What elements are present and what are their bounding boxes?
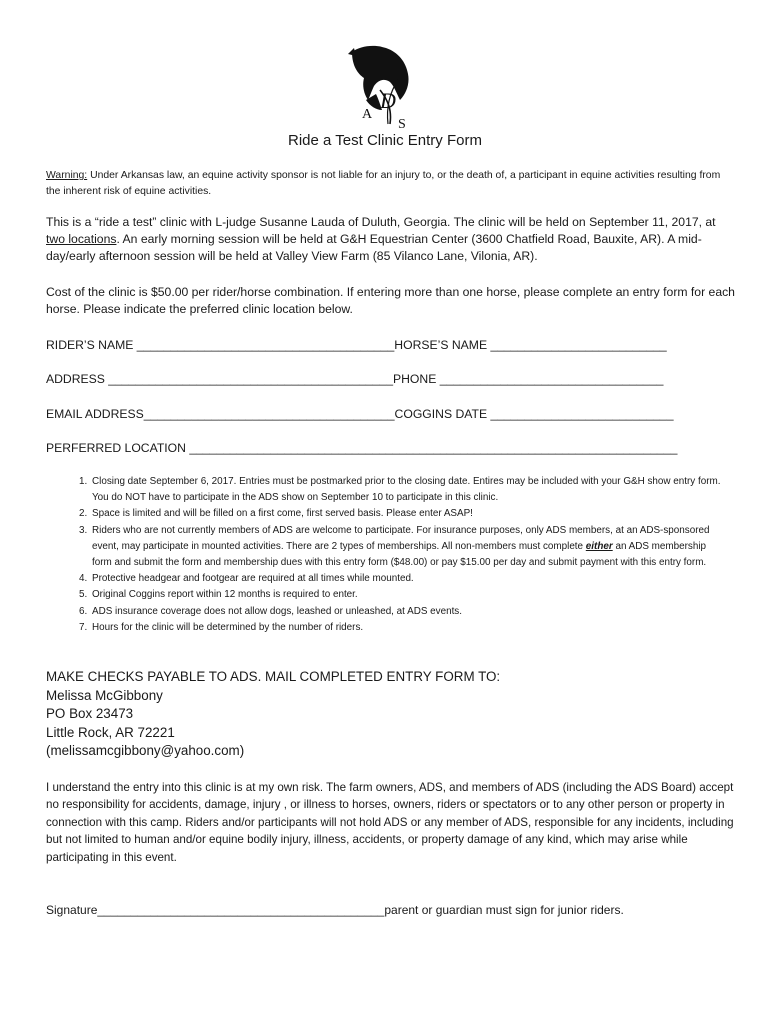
logo-letter-a: A	[362, 107, 373, 122]
rule-item: 4. Protective headgear and footgear are required at all times while mounted.	[90, 571, 722, 587]
horse-head-logo-icon	[340, 44, 424, 130]
liability-agreement: I understand the entry into this clinic is at my own risk. The farm owners, ADS, and members of ADS (including the ADS Board) accept no responsibility for accidents, damage, injury , or illness to horses, owners, riders or spectators or to any other person or property in connection with this camp. Riders and/or participants will not hold ADS or any member of ADS, responsible for any incidents, including but not limited to human and/or equine bodily injury, illness, accidents, or property damage of any kind, which may arise while participating in this event.	[46, 781, 734, 864]
two-locations-text: two locations	[46, 232, 117, 246]
rule-item: 5. Original Coggins report within 12 months is required to enter.	[90, 587, 722, 603]
warning-text: Under Arkansas law, an equine activity sponsor is not liable for an injury to, or the death of, a participant in equine activities resulting from the inherent risk of equine activities.	[46, 170, 721, 197]
rules-list	[46, 474, 722, 636]
rule-3-text-b: an ADS membership form and submit the form and membership dues with this entry form ($48.00) or pay $15.00 per day and submit payment with this entry form.	[92, 540, 707, 569]
warning-notice	[46, 168, 726, 200]
cost-paragraph: Cost of the clinic is $50.00 per rider/horse combination. If entering more than one horse, please complete an entry form for each horse. Please indicate the preferred clinic location below.	[46, 285, 735, 316]
logo-letter-s: S	[398, 117, 406, 130]
logo-letter-d: D	[380, 88, 396, 113]
form-title: Ride a Test Clinic Entry Form	[288, 132, 482, 149]
mail-heading: MAKE CHECKS PAYABLE TO ADS. MAIL COMPLETED ENTRY FORM TO:	[46, 669, 501, 684]
warning-label: Warning:	[46, 170, 88, 181]
rule-item: 2. Space is limited and will be filled on a first come, first served basis. Please enter ASAP!	[90, 506, 722, 522]
signature-field[interactable]: Signature___________________________________________parent or guardian must sign for junior riders.	[46, 903, 624, 917]
rule-3-text-a: Riders who are not currently members of ADS are welcome to participate. For insurance purposes, only ADS members, at an ADS-sponsored event, may participate in mounted activities. There are 2 types of memberships. All non-members must complete	[92, 524, 710, 552]
ads-horse-logo	[340, 44, 424, 130]
intro-text-a: This is a “ride a test” clinic with L-judge Susanne Lauda of Duluth, Georgia. The clinic will be held on September 11, 2017, at	[46, 215, 716, 229]
email-coggins-field[interactable]: EMAIL ADDRESS_____________________________________COGGINS DATE ___________________________	[46, 407, 674, 421]
rule-item: 1. Closing date September 6, 2017. Entries must be postmarked prior to the closing date. Entires may be included with your G&H show entry form. You do NOT have to participate in the ADS show on September 10 to participate in this clinic.	[90, 474, 722, 506]
mail-po-box: PO Box 23473	[46, 706, 134, 722]
intro-text-b: . An early morning session will be held at G&H Equestrian Center (3600 Chatfield Road, Bauxite, AR). A mid-day/early afternoon session will be held at Valley View Farm (85 Vilanco Lane, Vilonia, AR).	[46, 232, 702, 263]
rule-item: 6. ADS insurance coverage does not allow dogs, leashed or unleashed, at ADS events.	[90, 604, 722, 620]
rule-item: 7. Hours for the clinic will be determined by the number of riders.	[90, 620, 722, 636]
rider-horse-name-field[interactable]: RIDER’S NAME ______________________________________HORSE’S NAME __________________________	[46, 338, 667, 352]
address-phone-field[interactable]: ADDRESS __________________________________________PHONE _________________________________	[46, 372, 664, 386]
mail-name: Melissa McGibbony	[46, 687, 163, 703]
mail-city: Little Rock, AR 72221	[46, 724, 175, 740]
mailing-info	[46, 668, 500, 761]
preferred-location-field[interactable]: PERFERRED LOCATION ________________________________________________________________________	[46, 441, 678, 455]
rule-item	[90, 523, 722, 572]
intro-paragraph	[46, 214, 736, 265]
either-emphasis: either	[585, 540, 613, 552]
mail-email: (melissamcgibbony@yahoo.com)	[46, 743, 245, 759]
